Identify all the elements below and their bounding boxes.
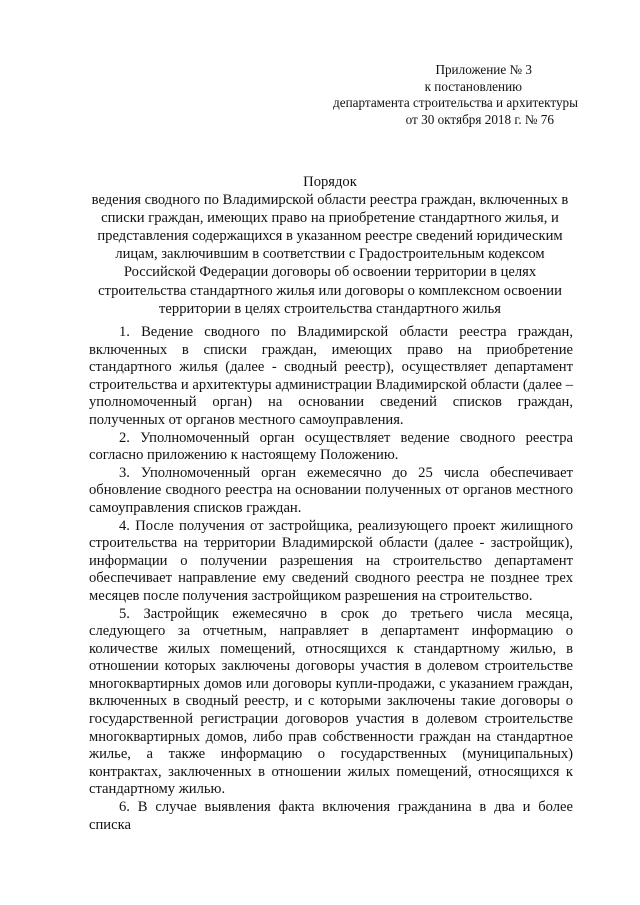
title-line: представления содержащихся в указанном реестре сведений юридическим: [97, 228, 563, 245]
paragraph-6: 6. В случае выявления факта включения гражданина в два и более списка: [89, 799, 573, 833]
title-line: Российской Федерации договоры об освоении территории в целях: [123, 264, 537, 281]
paragraph-1: 1. Ведение сводного по Владимирской области реестра граждан, включенных в списки граждан, имеющих право на приобретение стандартного жилья (далее - сводный реестр), осуществляет департамент строительства и архитектуры администрации Владимирской области (далее – уполномоченный орган) на основании сведений списков граждан, полученных от органов местного самоуправления.: [89, 324, 573, 428]
title-line: Порядок: [303, 174, 357, 190]
appendix-department: департамента строительства и архитектуры: [333, 95, 578, 110]
appendix-number: Приложение № 3: [435, 62, 532, 77]
paragraph-3: 3. Уполномоченный орган ежемесячно до 25 числа обеспечивает обновление сводного реестра на основании полученных от органов местного самоуправления списков граждан.: [89, 464, 573, 516]
paragraph-5: 5. Застройщик ежемесячно в срок до третьего числа месяца, следующего за отчетным, направляет в департамент информацию о количестве жилых помещений, относящихся к стандартному жилью, в отношении которых заключены договоры участия в долевом строительстве многоквартирных домов или договоры купли-продажи, с указанием граждан, включенных в сводный реестр, и с которыми заключены такие договоры о государственной регистрации договоров участия в долевом строительстве многоквартирных домов, либо прав собственности граждан на стандартное жилье, а также информацию о государственных (муниципальных) контрактах, заключенных в отношении жилых помещений, относящихся к стандартному жилью.: [89, 605, 573, 798]
appendix-to-resolution: к постановлению: [424, 78, 522, 94]
appendix-header: [298, 62, 578, 128]
title-line: ведения сводного по Владимирской области реестра граждан, включенных в: [91, 192, 569, 209]
document-title: [88, 173, 572, 318]
title-line: строительства стандартного жилья или договоры о комплексном освоении: [98, 282, 562, 299]
document-body: [89, 324, 573, 834]
title-line: территории в целях строительства стандартного жилья: [159, 300, 501, 317]
title-line: лицам, заключившим в соответствии с Градостроительным кодексом: [115, 246, 545, 263]
paragraph-4: 4. После получения от застройщика, реализующего проект жилищного строительства на территории Владимирской области (далее - застройщик), информации о получении разрешения на строительство департамент обеспечивает направление ему сведений сводного реестра не позднее трех месяцев после получения застройщиком разрешения на строительство.: [89, 517, 573, 604]
appendix-date: от 30 октября 2018 г. № 76: [405, 111, 554, 127]
title-line: списки граждан, имеющих право на приобретение стандартного жилья, и: [101, 210, 559, 227]
paragraph-2: 2. Уполномоченный орган осуществляет ведение сводного реестра согласно приложению к настоящему Положению.: [89, 429, 573, 464]
